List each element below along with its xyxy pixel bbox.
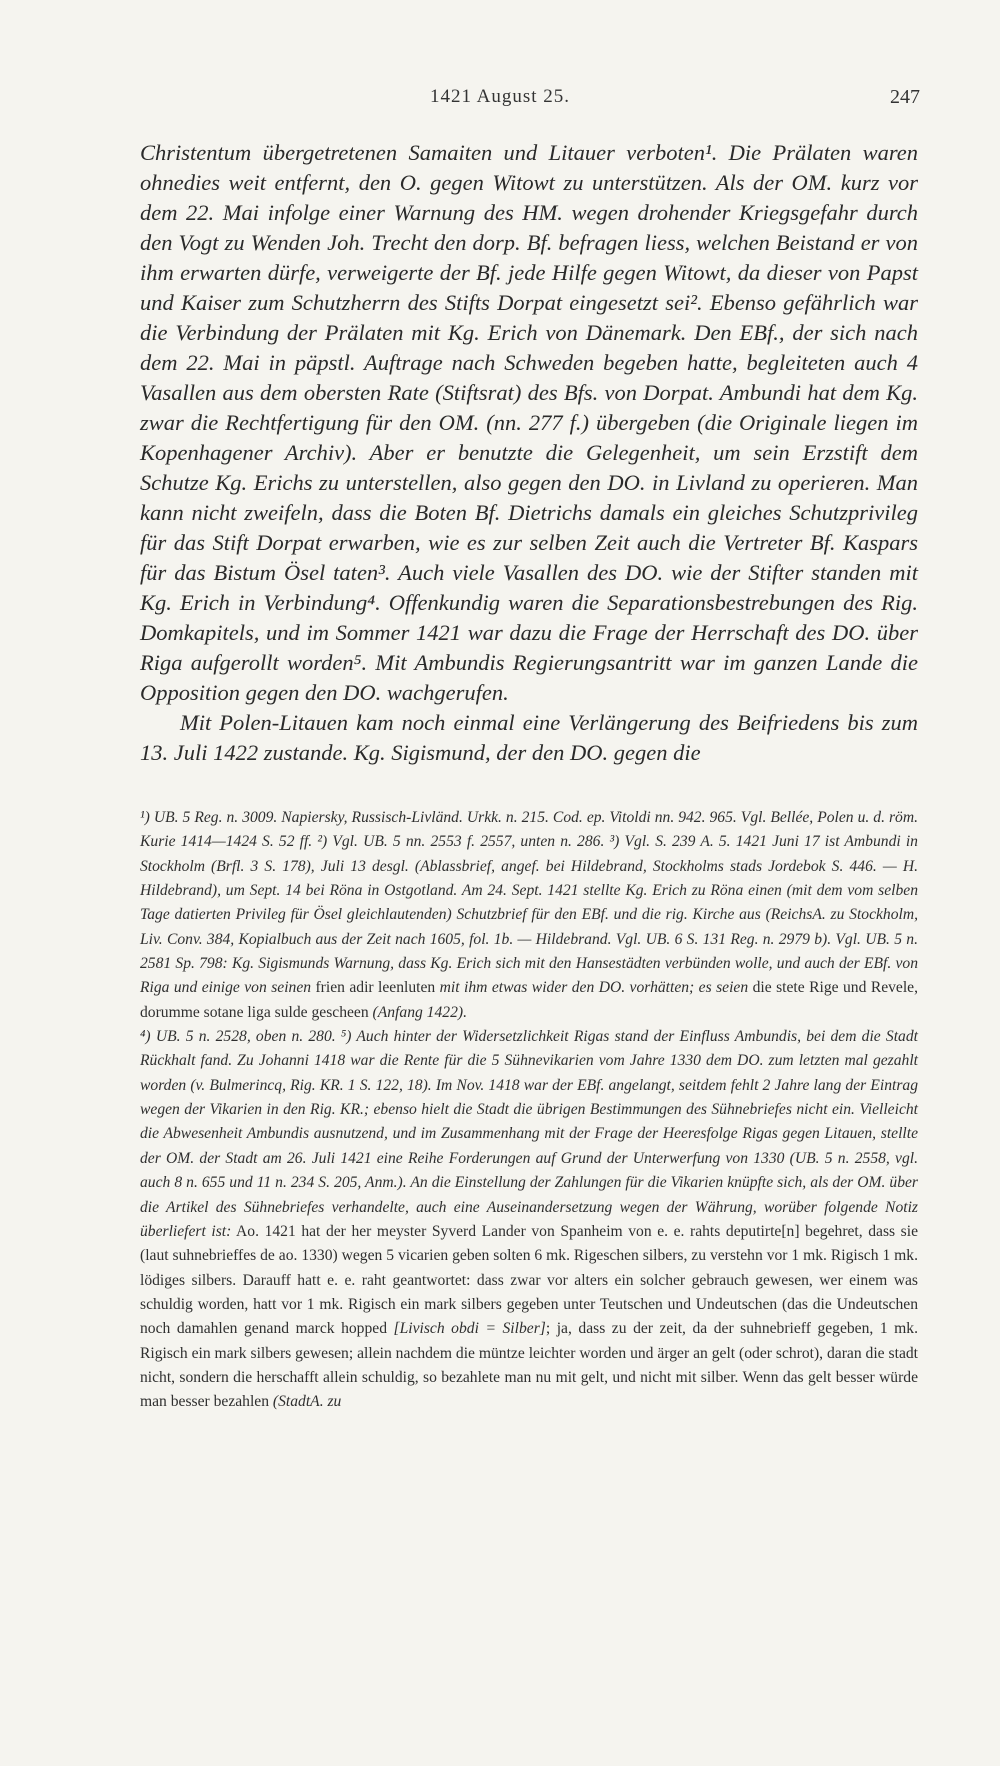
footnote-block-1 bbox=[140, 806, 918, 1025]
main-text bbox=[140, 138, 918, 768]
footnote-5-quote-2: ; ja, dass zu der zeit, da der suhnebrieff gegeben, 1 mk. Rigisch ein mark silbers gewesen; allein nachdem die müntze leichter worden und ärger an gelt (oder schrot), daran die stadt nicht, sondern die herschafft allein schuldig, so bezahlete man nu mit gelt, und nicht mit silber. Wenn das gelt besser würde man besser bezahlen bbox=[140, 1320, 918, 1411]
header-date: 1421 August 25. bbox=[429, 86, 571, 107]
footnote-5-source: (StadtA. zu bbox=[272, 1393, 342, 1411]
footnote-5: ⁵) Auch hinter der Widersetzlichkeit Rigas stand der Einfluss Ambundis, bei dem die Stadt Rückhalt fand. Zu Johanni 1418 war die Rente für die 5 Sühnevikarien vom Jahre 1330 dem DO. zum letzten mal gezahlt worden (v. Bulmerincq, Rig. KR. 1 S. 122, 18). Im Nov. 1418 war der EBf. angelangt, seitdem fehlt 2 Jahre lang der Eintrag wegen der Vikarien in den Rig. KR.; ebenso hielt die Stadt die übrigen Bestimmungen des Sühnebriefes nicht ein. Vielleicht die Abwesenheit Ambundis ausnutzend, und im Zusammenhang mit der Frage der Heeresfolge Rigas gegen Litauen, stellte der OM. der Stadt am 26. Juli 1421 eine Reihe Forderungen auf Grund der Unterwerfung von 1330 (UB. 5 n. 2558, vgl. auch 8 n. 655 und 11 n. 234 S. 205, Anm.). An die Einstellung der Zahlungen für die Vikarien knüpfte sich, als der OM. über die Artikel des Sühnebriefes verhandelte, auch eine Auseinandersetzung wegen der Währung, worüber folgende Notiz überliefert ist: bbox=[140, 1028, 918, 1240]
footnote-2: ²) Vgl. UB. 5 nn. 2553 f. 2557, unten n. 286. bbox=[312, 833, 605, 851]
page-number: 247 bbox=[890, 86, 920, 108]
running-head bbox=[0, 86, 1000, 114]
footnote-3-date: (Anfang 1422). bbox=[372, 1003, 467, 1021]
footnote-3: ³) Vgl. S. 239 A. 5. 1421 Juni 17 ist Ambundi in Stockholm (Brfl. 3 S. 178), Juli 13 desgl. (Ablassbrief, angef. bei Hildebrand, Stockholms stads Jordebok S. 446. — H. Hildebrand), um Sept. 14 bei Röna in Ostgotland. Am 24. Sept. 1421 stellte Kg. Erich zu Röna einen (mit dem vom selben Tage datierten Privileg für Ösel gleichlautenden) Schutzbrief für den EBf. und die rig. Kirche aus (ReichsA. zu Stockholm, Liv. Conv. 384, Kopialbuch aus der Zeit nach 1605, fol. 1b. — Hildebrand. Vgl. UB. 6 S. 131 Reg. n. 2979 b). Vgl. UB. 5 n. 2581 Sp. 798: Kg. Sigismunds Warnung, dass Kg. Erich sich mit den Hansestädten verbünden wolle, und auch der EBf. von Riga und einige von seinen bbox=[140, 833, 918, 997]
footnote-4: ⁴) UB. 5 n. 2528, oben n. 280. bbox=[140, 1028, 336, 1046]
footnote-3-cont: mit ihm etwas wider den DO. vorhätten; es seien bbox=[439, 979, 749, 997]
body-paragraph-1: Christentum übergetretenen Samaiten und Litauer verboten¹. Die Prälaten waren ohnedies weit entfernt, den O. gegen Witowt zu unterstützen. Als der OM. kurz vor dem 22. Mai infolge einer Warnung des HM. wegen drohender Kriegsgefahr durch den Vogt zu Wenden Joh. Trecht den dorp. Bf. befragen liess, welchen Beistand er von ihm erwarten dürfe, verweigerte der Bf. jede Hilfe gegen Witowt, da dieser von Papst und Kaiser zum Schutzherrn des Stifts Dorpat eingesetzt sei². Ebenso gefährlich war die Verbindung der Prälaten mit Kg. Erich von Dänemark. Den EBf., der sich nach dem 22. Mai in päpstl. Auftrage nach Schweden begeben hatte, begleiteten auch 4 Vasallen aus dem obersten Rate (Stiftsrat) des Bfs. von Dorpat. Ambundi hat dem Kg. zwar die Rechtfertigung für den OM. (nn. 277 f.) übergeben (die Originale liegen im Kopenhagener Archiv). Aber er benutzte die Gelegenheit, um sein Erzstift dem Schutze Kg. Erichs zu unterstellen, also gegen den DO. in Livland zu operieren. Man kann nicht zweifeln, dass die Boten Bf. Dietrichs damals ein gleiches Schutzprivileg für das Stift Dorpat erwarben, wie es zur selben Zeit auch die Vertreter Bf. Kaspars für das Bistum Ösel taten³. Auch viele Vasallen des DO. wie der Stifter standen mit Kg. Erich in Verbindung⁴. Offenkundig waren die Separationsbestrebungen des Rig. Domkapitels, und im Sommer 1421 war dazu die Frage der Herrschaft des DO. über Riga aufgerollt worden⁵. Mit Ambundis Regierungsantritt war im ganzen Lande die Opposition gegen den DO. wachgerufen. bbox=[140, 140, 918, 705]
footnotes bbox=[140, 806, 918, 1415]
footnote-3-quote-2: die stete Rige und Revele, dorumme sotane liga sulde gescheen bbox=[140, 979, 919, 1021]
footnote-3-quote-1: frien adir leenluten bbox=[311, 979, 440, 997]
body-paragraph-2: Mit Polen-Litauen kam noch einmal eine Verlängerung des Beifriedens bis zum 13. Juli 1422 zustande. Kg. Sigismund, der den DO. gegen die bbox=[140, 710, 918, 765]
footnote-5-gloss: [Livisch obdi = Silber] bbox=[393, 1320, 546, 1338]
footnote-5-quote-1: Ao. 1421 hat der her meyster Syverd Lander von Spanheim von e. e. rahts deputirte[n] begehret, dass sie (laut suhnebrieffes de ao. 1330) wegen 5 vicarien geben solten 6 mk. Rigeschen silbers, zu verstehn vor 1 mk. Rigisch 1 mk. lödiges silbers. Darauff hatt e. e. raht geantwortet: dass zwar vor alters ein solcher gebrauch gewesen, wer einem was schuldig worden, hatt vor 1 mk. Rigisch ein mark silbers gegeben unter Teutschen und Undeutschen (das die Undeutschen noch damahlen genand marck hopped bbox=[140, 1222, 918, 1338]
footnote-1: ¹) UB. 5 Reg. n. 3009. Napiersky, Russisch-Livländ. Urkk. n. 215. Cod. ep. Vitoldi nn. 942. 965. Vgl. Bellée, Polen u. d. röm. Kurie 1414—1424 S. 52 ff. bbox=[140, 809, 918, 851]
footnote-block-2 bbox=[140, 1025, 918, 1415]
